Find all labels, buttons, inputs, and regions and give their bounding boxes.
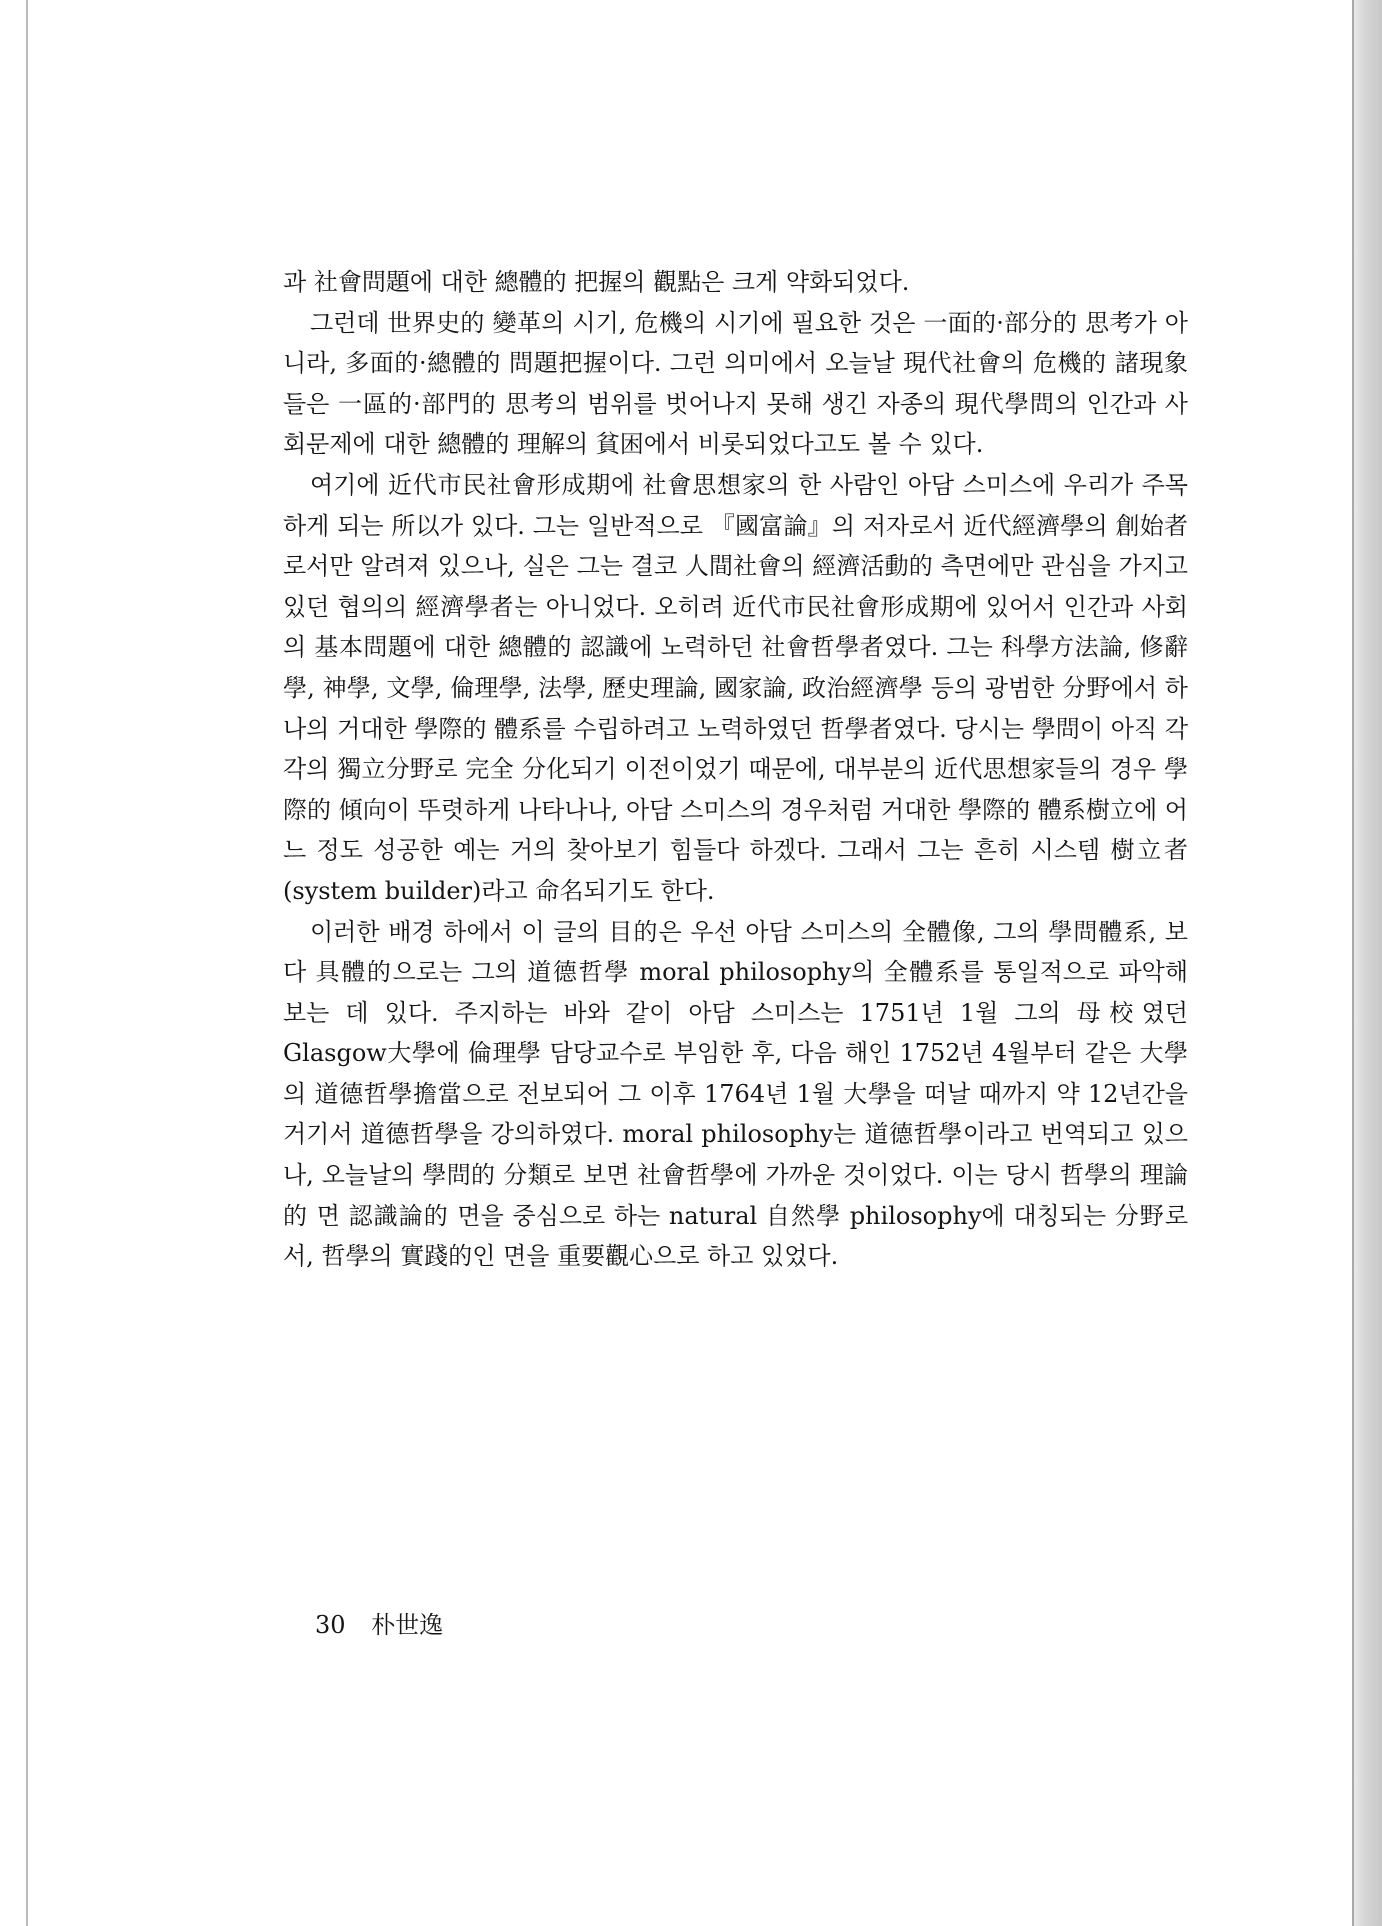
- paragraph-crisis-of-modern-society: 그런데 世界史的 變革의 시기, 危機의 시기에 필요한 것은 一面的·部分的 思考가 아니라, 多面的·總體的 問題把握이다. 그런 의미에서 오늘날 現代社會의 危機的 諸現象들은 一區的·部門的 思考의 범위를 벗어나지 못해 생긴 자종의 現代學問의 인간과 사회문제에 대한 總體的 理解의 貧困에서 비롯되었다고도 볼 수 있다.: [283, 308, 1188, 459]
- page-left-edge: [26, 0, 28, 1926]
- page-number: 30: [315, 1611, 346, 1639]
- paragraph-purpose-of-essay: 이러한 배경 하에서 이 글의 目的은 우선 아담 스미스의 全體像, 그의 學問體系, 보다 具體的으로는 그의 道德哲學 moral philosophy의 全體系를 통일적으로 파악해 보는 데 있다. 주지하는 바와 같이 아담 스미스는 1751년 1월 그의 母校였던 Glasgow大學에 倫理學 담당교수로 부임한 후, 다음 해인 1752년 4월부터 같은 大學의 道德哲學擔當으로 전보되어 그 이후 1764년 1월 大學을 떠날 때까지 약 12년간을 거기서 道德哲學을 강의하였다. moral philosophy는 道德哲學이라고 번역되고 있으나, 오늘날의 學問的 分類로 보면 社會哲學에 가까운 것이었다. 이는 당시 哲學의 理論的 면 認識論的 면을 중심으로 하는 natural 自然學 philosophy에 대칭되는 分野로서, 哲學의 實踐的인 면을 重要觀心으로 하고 있었다.: [283, 917, 1188, 1271]
- page-right-edge-shadow: [1352, 0, 1382, 1926]
- paragraph-adam-smith-introduction: 여기에 近代市民社會形成期에 社會思想家의 한 사람인 아담 스미스에 우리가 주목하게 되는 所以가 있다. 그는 일반적으로 『國富論』의 저자로서 近代經濟學의 創始者로서만 알려져 있으나, 실은 그는 결코 人間社會의 經濟活動的 측면에만 관심을 가지고 있던 협의의 經濟學者는 아니었다. 오히려 近代市民社會形成期에 있어서 인간과 사회의 基本問題에 대한 總體的 認識에 노력하던 社會哲學者였다. 그는 科學方法論, 修辭學, 神學, 文學, 倫理學, 法學, 歷史理論, 國家論, 政治經濟學 등의 광범한 分野에서 하나의 거대한 學際的 體系를 수립하려고 노력하였던 哲學者였다. 당시는 學問이 아직 각각의 獨立分野로 完全 分化되기 이전이었기 때문에, 대부분의 近代思想家들의 경우 學際的 傾向이 뚜렷하게 나타나나, 아담 스미스의 경우처럼 거대한 學際的 體系樹立에 어느 정도 성공한 예는 거의 찾아보기 힘들다 하겠다. 그래서 그는 흔히 시스템 樹立者(system builder)라고 命名되기도 한다.: [283, 470, 1188, 905]
- author-name: 朴世逸: [371, 1611, 444, 1639]
- paragraph-continuation: 과 社會問題에 대한 總體的 把握의 觀點은 크게 약화되었다.: [283, 268, 910, 296]
- page-right-edge-line: [1352, 0, 1354, 1926]
- body-text: [283, 262, 1188, 1277]
- page-footer: [315, 1605, 443, 1640]
